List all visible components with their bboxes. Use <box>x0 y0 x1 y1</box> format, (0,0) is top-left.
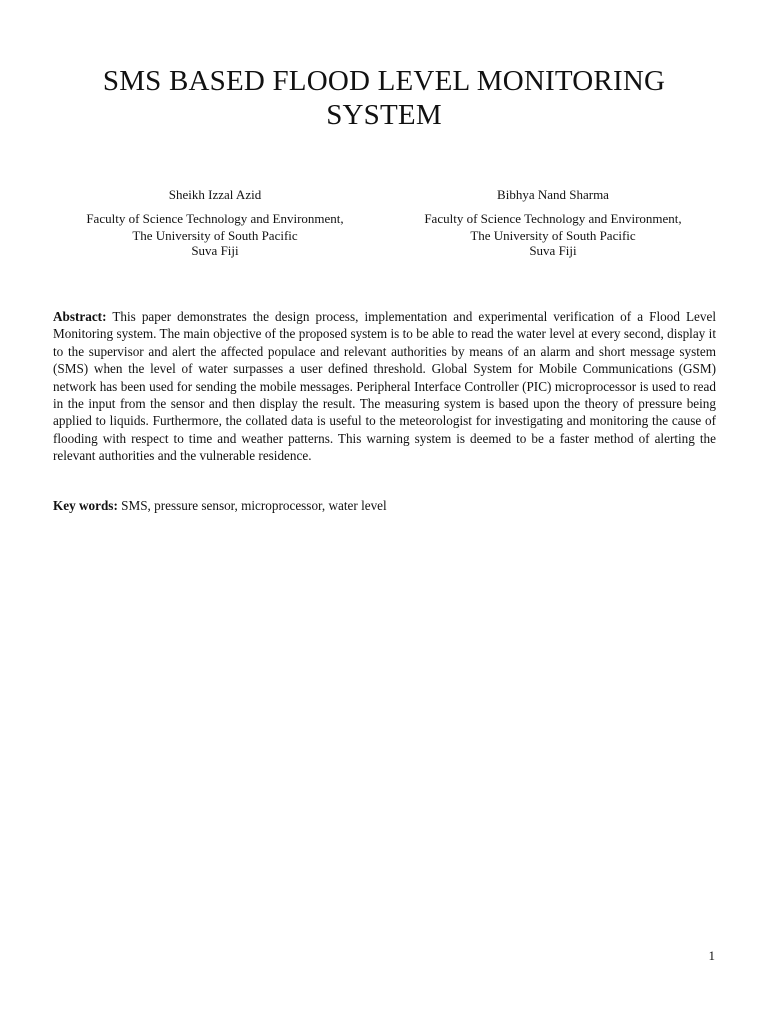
keywords-label: Key words: <box>53 498 118 513</box>
paper-title: SMS BASED FLOOD LEVEL MONITORING SYSTEM <box>102 65 666 131</box>
abstract-text: This paper demonstrates the design process, implementation and experimental verification of a Flood Level Monitoring system. The main objective of the proposed system is to be able to read the water level at every second, display it to the supervisor and alert the affected populace and relevant authorities by means of an alarm and short message system (SMS) when the level of water surpasses a user defined threshold. Global System for Mobile Communications (GSM) network has been used for sending the mobile messages. Peripheral Interface Controller (PIC) microprocessor is used to read in the input from the sensor and then display the result. The measuring system is based upon the theory of pressure being applied to liquids. Furthermore, the collated data is useful to the meteorologist for investigating and monitoring the cause of flooding with respect to time and weather patterns. This warning system is deemed to be a faster method of alerting the relevant authorities and the vulnerable residence. <box>53 309 717 464</box>
page-number: 1 <box>708 948 715 963</box>
author-name: Sheikh Izzal Azid <box>168 187 262 202</box>
author-location: Suva Fiji <box>529 243 577 258</box>
author-faculty: Faculty of Science Technology and Environment, <box>424 211 682 226</box>
author-block-2 <box>393 185 713 258</box>
author-block-1 <box>55 185 375 258</box>
author-university: The University of South Pacific <box>132 228 298 243</box>
keywords-text: SMS, pressure sensor, microprocessor, water level <box>121 498 387 513</box>
author-faculty: Faculty of Science Technology and Environment, <box>86 211 344 226</box>
keywords <box>53 497 716 515</box>
abstract <box>53 308 716 465</box>
author-location: Suva Fiji <box>191 243 239 258</box>
author-university: The University of South Pacific <box>470 228 636 243</box>
abstract-label: Abstract: <box>53 309 107 324</box>
author-name: Bibhya Nand Sharma <box>497 187 609 202</box>
